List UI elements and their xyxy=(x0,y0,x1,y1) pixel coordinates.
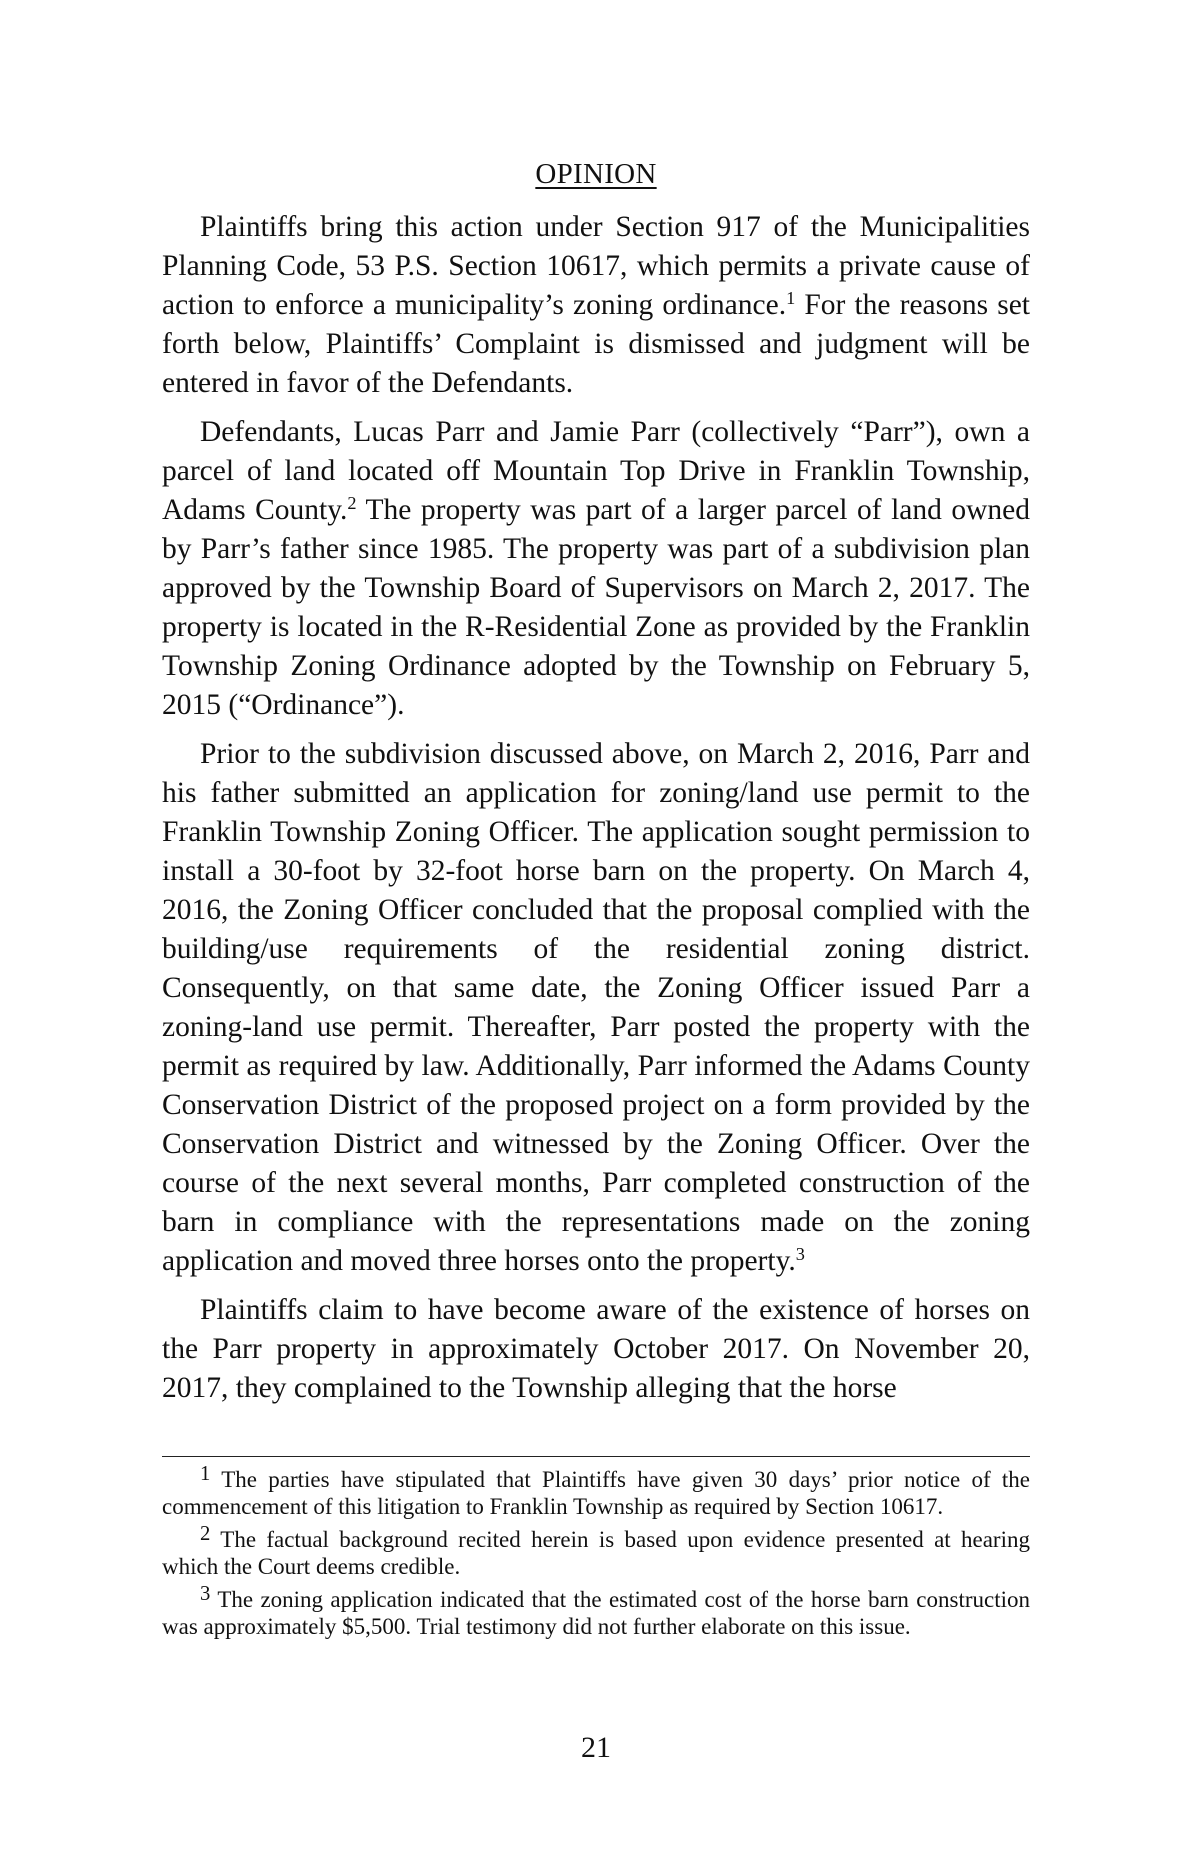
footnote-ref: 3 xyxy=(795,1243,805,1264)
page-number: 21 xyxy=(581,1731,611,1764)
paragraph-text: For the reasons set forth below, Plaintiffs’ Complaint is dismissed and judgment will be entered in favor of the Defendants. xyxy=(162,289,1030,399)
footnote-marker: 3 xyxy=(200,1582,211,1605)
body-paragraph-1 xyxy=(162,208,1030,403)
page-title: OPINION xyxy=(535,158,657,190)
paragraph-text: Defendants, Lucas Parr and Jamie Parr (collectively “Parr”), own a parcel of land located off Mountain Top Drive in Franklin Township, Adams County. xyxy=(162,416,1030,526)
footnote-2 xyxy=(162,1522,1030,1580)
footnote-ref: 1 xyxy=(786,287,796,308)
footnote-divider xyxy=(162,1456,1030,1457)
footnote-ref: 2 xyxy=(347,492,357,513)
footnote-marker: 1 xyxy=(200,1462,211,1485)
paragraph-text: Prior to the subdivision discussed above, on March 2, 2016, Parr and his father submitted an application for zoning/land use permit to the Franklin Township Zoning Officer. The application sought permission to install a 30-foot by 32-foot horse barn on the property. On March 4, 2016, the Zoning Officer concluded that the proposal complied with the building/use requirements of the residential zoning district. Consequently, on that same date, the Zoning Officer issued Parr a zoning-land use permit. Thereafter, Parr posted the property with the permit as required by law. Additionally, Parr informed the Adams County Conservation District of the proposed project on a form provided by the Conservation District and witnessed by the Zoning Officer. Over the course of the next several months, Parr completed construction of the barn in compliance with the representations made on the zoning application and moved three horses onto the property. xyxy=(162,738,1030,1277)
paragraph-text: Plaintiffs claim to have become aware of the existence of horses on the Parr property in approximately October 2017. On November 20, 2017, they complained to the Township alleging that the horse xyxy=(162,1294,1030,1404)
paragraph-text: Plaintiffs bring this action under Section 917 of the Municipalities Planning Code, 53 P.S. Section 10617, which permits a private cause of action to enforce a municipality’s zoning ordinance. xyxy=(162,211,1030,321)
footnote-text: The factual background recited herein is based upon evidence presented at hearing which the Court deems credible. xyxy=(162,1527,1030,1579)
body-paragraph-3 xyxy=(162,735,1030,1281)
paragraph-text: The property was part of a larger parcel of land owned by Parr’s father since 1985. The property was part of a subdivision plan approved by the Township Board of Supervisors on March 2, 2017. The property is located in the R-Residential Zone as provided by the Franklin Township Zoning Ordinance adopted by the Township on February 5, 2015 (“Ordinance”). xyxy=(162,494,1031,721)
footnotes xyxy=(162,1462,1030,1646)
body-paragraph-2 xyxy=(162,413,1030,725)
footnote-3 xyxy=(162,1582,1030,1640)
footnote-text: The parties have stipulated that Plaintiffs have given 30 days’ prior notice of the commencement of this litigation to Franklin Township as required by Section 10617. xyxy=(162,1467,1030,1519)
footnote-text: The zoning application indicated that the estimated cost of the horse barn construction was approximately $5,500. Trial testimony did not further elaborate on this issue. xyxy=(162,1587,1030,1639)
opinion-body xyxy=(162,208,1030,1418)
footnote-marker: 2 xyxy=(200,1522,211,1545)
body-paragraph-4 xyxy=(162,1291,1030,1408)
document-page xyxy=(162,0,1030,1855)
footnote-1 xyxy=(162,1462,1030,1520)
